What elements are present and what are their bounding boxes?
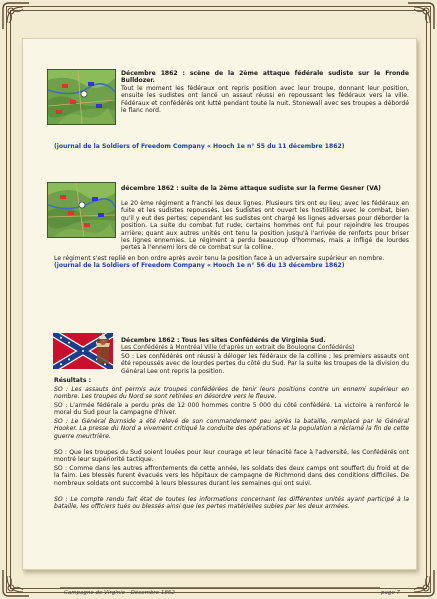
entry2-link[interactable]: (journal de la Soldiers of Freedom Company « Hooch 1e n° 56 du 13 décembre 1862) xyxy=(54,262,345,270)
entry3-heading: Décembre 1862 : Tous les sites Confédérés de Virginia Sud. xyxy=(121,337,326,344)
entry1-body: Tout le moment les fédéraux ont repris position avec leur troupe, donnant leur position, ensuite les sudistes ont lancé un assaut réussi en repoussant les fédéraux vers la ville. Fédéraux et confédérés ont lutté pendant toute la nuit. Stonewall avec ses troupes a débordé le flanc nord. xyxy=(121,84,409,115)
battle-map-image-2 xyxy=(47,182,116,238)
confederate-flag-icon xyxy=(53,333,113,369)
entry3-subheading: Les Confédérés à Montréal Ville (d'après un extrait de Boulogne Confédérés) xyxy=(121,344,355,352)
entry3-point-4: SO : Que les troupes du Sud soient louées pour leur courage et leur ténacité face à l'adversité, les Confédérés ont montré leur supériorité tactique. xyxy=(54,449,409,463)
entry3-point-5: SO : Comme dans les autres affrontements de cette année, les soldats des deux camps ont souffert du froid et de la faim. Les blessés furent évacués vers les hôpitaux de campagne de Richmond dans des conditions difficiles. De nombreux soldats ont succombé à leurs blessures durant les semaines qui ont suivi. xyxy=(54,465,409,487)
footer-rule xyxy=(60,587,380,588)
footer-title: Campagne de Virginie - Décembre 1862 xyxy=(64,590,175,596)
content-panel xyxy=(22,38,417,570)
entry3-results-label: Résultats : xyxy=(54,377,92,384)
entry3-point-6: SO : Le compte rendu fait état de toutes les informations concernant les différentes unités ayant participé à la bataille, les officiers tués ou blessés ainsi que les pertes matérielles subies par les deux armées. xyxy=(54,496,409,511)
entry3-point-1: SO : Les assauts ont permis aux troupes confédérées de tenir leurs positions contre un ennemi supérieur en nombre. Les troupes du Nord se sont retirées en désordre vers le fleuve. xyxy=(54,386,409,400)
corner-ornament-icon xyxy=(1,568,31,598)
entry1-heading: Décembre 1862 : scène de la 2ème attaque fédérale sudiste sur le Fronde Bulldozer. xyxy=(121,70,409,85)
battle-map-image-1 xyxy=(47,69,116,125)
entry3-intro: SO : Les confédérés ont réussi à déloger les fédéraux de la colline ; les premiers assauts ont été repoussés avec de lourdes pertes du côté du Sud. Par la suite les troupes de la division du Général Lee ont repris la position. xyxy=(121,353,409,375)
entry3-point-2: SO : L'armée fédérale a perdu près de 12 000 hommes contre 5 000 du côté confédéré. La victoire a renforcé le moral du Sud pour la campagne d'hiver. xyxy=(54,402,409,416)
corner-ornament-icon xyxy=(1,1,31,31)
entry3-point-3: SO : Le Général Burnside a été relevé de son commandement peu après la bataille, remplacé par le Général Hooker. La presse du Nord a vivement critiqué la conduite des opérations et la population a réclamé la fin de cette guerre meurtrière. xyxy=(54,418,409,440)
corner-ornament-icon xyxy=(406,568,436,598)
corner-ornament-icon xyxy=(406,1,436,31)
entry2-body: Le 20 ème régiment a franchi les deux lignes. Plusieurs tirs ont eu lieu; avec les fédéraux en fuite et les sudistes repoussés. Les Sudistes ont ouvert les hostilités avec le combat, bien qu'il y eut des pertes; cependant les sudistes ont chargé les lignes adverses pour déborder la position. La suite du combat fut rude; certains hommes ont fui pour rejoindre les troupes arrière; quant aux autres unités ont tenu la position jusqu'à l'arrivée de renforts pour briser les lignes ennemies. Le régiment a perdu beaucoup d'hommes, mais a infligé de lourdes pertes à l'ennemi lors de ce combat sur la colline. xyxy=(121,200,409,252)
entry2-heading: décembre 1862 : suite de la 2ème attaque sudiste sur la ferme Gesner (VA) xyxy=(121,185,381,192)
entry1-link[interactable]: (journal de la Soldiers of Freedom Company « Hooch 1e n° 55 du 11 décembre 1862) xyxy=(54,143,345,150)
entry2-body-continued: Le régiment s'est replié en bon ordre après avoir tenu la position face à un adversaire supérieur en nombre. xyxy=(54,255,385,262)
page-number: page 7 xyxy=(381,590,400,596)
